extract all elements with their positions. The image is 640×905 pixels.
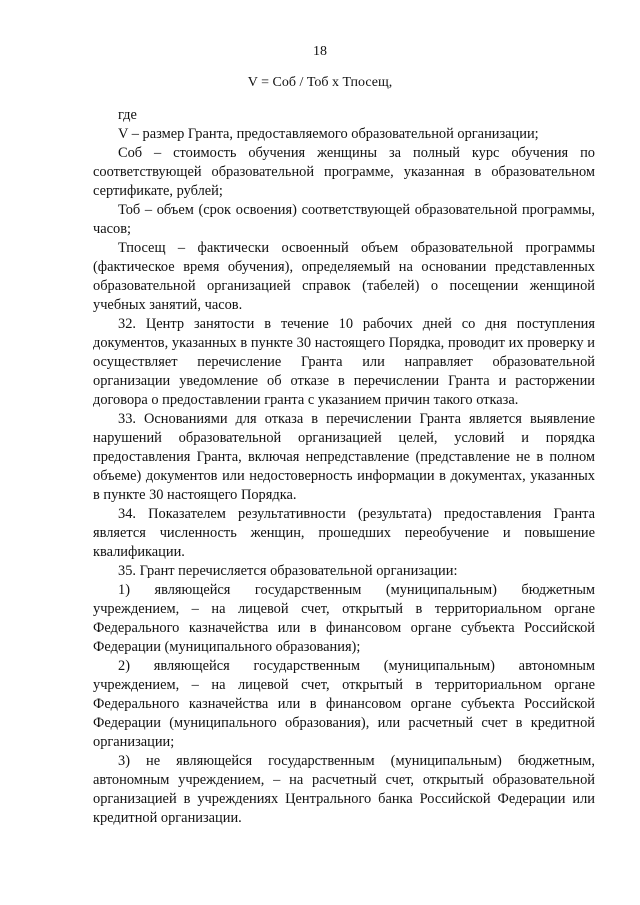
document-body (93, 106, 595, 828)
paragraph-cob-definition: Соб – стоимость обучения женщины за полный курс обучения по соответствующей образовательной программе, указанная в образовательном сертификате, рублей; (93, 145, 595, 199)
paragraph-item-33: 33. Основаниями для отказа в перечислении Гранта является выявление нарушений образовательной организацией целей, условий и порядка предоставления Гранта, включая непредставление (представление не в полном объеме) документов или недостоверность информации в документах, указанных в пункте 30 настоящего Порядка. (93, 411, 595, 503)
paragraph-item-35-1: 1) являющейся государственным (муниципальным) бюджетным учреждением, – на лицевой счет, открытый в территориальном органе Федерального казначейства или в финансовом органе субъекта Российской Федерации (муниципального образования); (93, 582, 595, 655)
paragraph-item-35-3: 3) не являющейся государственным (муниципальным) бюджетным, автономным учреждением, – на расчетный счет, открытый образовательной организацией в учреждениях Центрального банка Российской Федерации или кредитной организации. (93, 753, 595, 826)
grant-formula: V = Соб / Тоб х Тпосещ, (247, 75, 393, 90)
paragraph-item-32: 32. Центр занятости в течение 10 рабочих дней со дня поступления документов, указанных в пункте 30 настоящего Порядка, проводит их проверку и осуществляет перечисление Гранта или направляет образовательной организации уведомление об отказе в перечислении Гранта и расторжении договора о предоставлении гранта с указанием причин такого отказа. (93, 316, 595, 408)
paragraph-item-34: 34. Показателем результативности (результата) предоставления Гранта является численность женщин, прошедших переобучение и повышение квалификации. (93, 506, 595, 560)
paragraph-item-35-2: 2) являющейся государственным (муниципальным) автономным учреждением, – на лицевой счет, открытый в территориальном органе Федерального казначейства или в финансовом органе субъекта Российской Федерации (муниципального образования), или расчетный счет в кредитной организации; (93, 658, 595, 750)
paragraph-v-definition: V – размер Гранта, предоставляемого образовательной организации; (118, 126, 539, 142)
paragraph-tposesch-definition: Тпосещ – фактически освоенный объем образовательной программы (фактическое время обучения), определяемый на основании представленных образовательной организацией справок (табелей) о посещении женщиной учебных занятий, часов. (93, 240, 595, 313)
page-number: 18 (313, 44, 327, 59)
paragraph-item-35: 35. Грант перечисляется образовательной организации: (118, 563, 458, 579)
paragraph-tob-definition: Тоб – объем (срок освоения) соответствующей образовательной программы, часов; (93, 202, 595, 237)
paragraph-where: где (118, 107, 137, 123)
